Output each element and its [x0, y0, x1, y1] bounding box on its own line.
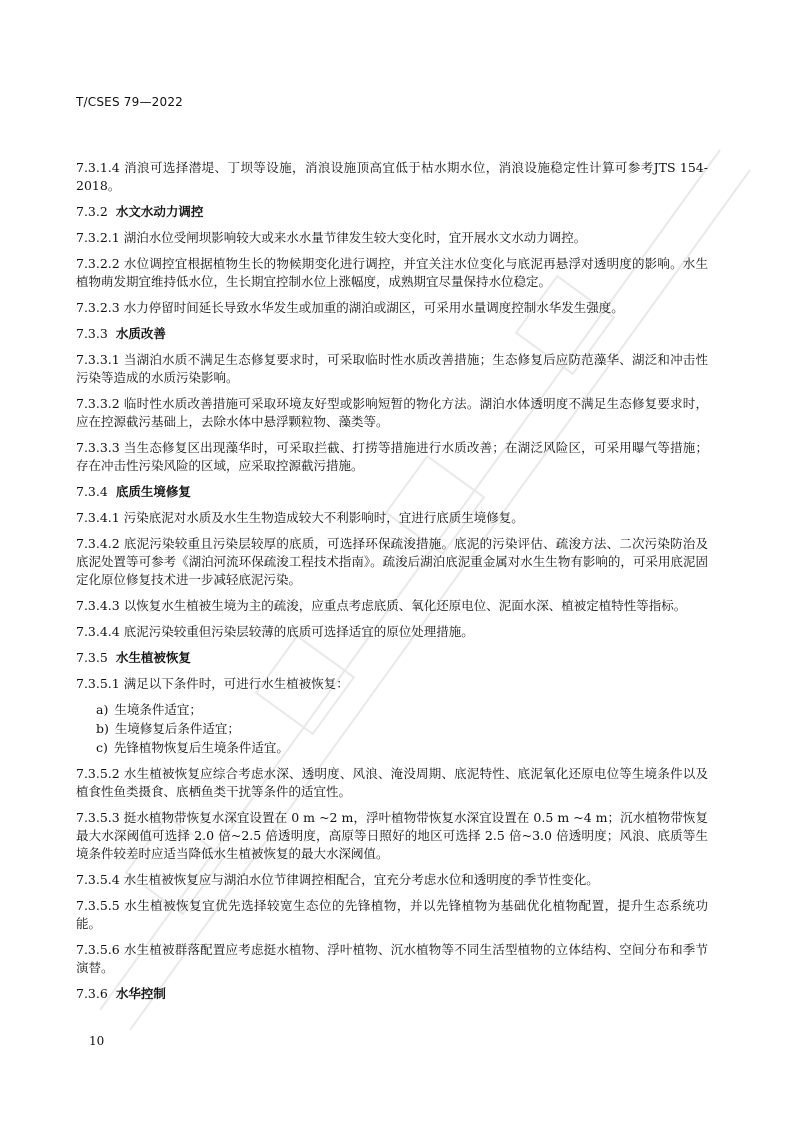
- clause-number: 7.3.2.2: [76, 256, 120, 271]
- clause-text: 污染底泥对水质及水生生物造成较大不利影响时，宜进行底质生境修复。: [123, 510, 524, 525]
- list-marker: a): [96, 702, 109, 717]
- clause-paragraph: [76, 351, 708, 387]
- clause-text: 挺水植物带恢复水深宜设置在 0 m ~2 m，浮叶植物带恢复水深宜设置在 0.5 m ~4 m；沉水植物带恢复最大水深阈值可选择 2.0 倍~2.5 倍透明度，高原等日照好的地区可选择 2.5 倍~3.0 倍透明度；风浪、底质等生境条件较差时应适当降低水生植被恢复的最大水深阈值。: [76, 810, 708, 861]
- clause-number: 7.3.3.2: [76, 396, 120, 411]
- clause-paragraph: [76, 765, 708, 801]
- section-number: 7.3.4: [76, 484, 108, 499]
- list-marker: b): [96, 721, 109, 736]
- clause-number: 7.3.4.3: [76, 598, 120, 613]
- clause-paragraph: [76, 229, 708, 247]
- page-number: 10: [89, 1034, 105, 1048]
- clause-paragraph: [76, 439, 708, 475]
- section-number: 7.3.6: [76, 986, 108, 1001]
- clause-number: 7.3.3.3: [76, 440, 120, 455]
- clause-text: 湖泊水位受闸坝影响较大或来水水量节律发生较大变化时，宜开展水文水动力调控。: [123, 230, 587, 245]
- clause-paragraph: [76, 255, 708, 291]
- clause-paragraph: [76, 941, 708, 977]
- clause-text: 临时性水质改善措施可采取环境友好型或影响短暂的物化方法。湖泊水体透明度不满足生态修复要求时，应在控源截污基础上，去除水体中悬浮颗粒物、藻类等。: [76, 396, 708, 429]
- clause-text: 底泥污染较重且污染层较厚的底质，可选择环保疏浚措施。底泥的污染评估、疏浚方法、二次污染防治及底泥处置等可参考《湖泊河流环保疏浚工程技术指南》。疏浚后湖泊底泥重金属对水生生物有影响的，可采用底泥固定化原位修复技术进一步减轻底泥污染。: [76, 536, 708, 587]
- clause-number: 7.3.2.1: [76, 230, 120, 245]
- clause-paragraph: [76, 535, 708, 589]
- section-heading: [76, 649, 708, 667]
- list-item: [96, 739, 708, 757]
- section-title: 水生植被恢复: [115, 650, 191, 665]
- clause-number: 7.3.5.6: [76, 942, 120, 957]
- clause-text: 消浪可选择潜堤、丁坝等设施，消浪设施顶高宜低于枯水期水位，消浪设施稳定性计算可参考JTS 154-2018。: [76, 160, 708, 193]
- clause-text: 水生植被恢复应与湖泊水位节律调控相配合，宜充分考虑水位和透明度的季节性变化。: [123, 872, 599, 887]
- clause-number: 7.3.4.2: [76, 536, 120, 551]
- section-title: 水华控制: [115, 986, 166, 1001]
- section-number: 7.3.2: [76, 204, 108, 219]
- clause-paragraph: [76, 897, 708, 933]
- clause-paragraph: [76, 809, 708, 863]
- clause-number: 7.3.5.3: [76, 810, 120, 825]
- document-id: T/CSES 79—2022: [76, 95, 183, 109]
- clause-text: 水生植被恢复应综合考虑水深、透明度、风浪、淹没周期、底泥特性、底泥氧化还原电位等生境条件以及植食性鱼类摄食、底栖鱼类干扰等条件的适宜性。: [76, 766, 708, 799]
- list-item: [96, 701, 708, 719]
- list-item-text: 生境条件适宜；: [114, 702, 202, 717]
- clause-number: 7.3.1.4: [76, 160, 120, 175]
- clause-paragraph: [76, 675, 708, 693]
- clause-paragraph: [76, 597, 708, 615]
- section-heading: [76, 203, 708, 221]
- clause-number: 7.3.5.5: [76, 898, 120, 913]
- clause-text: 水生植被恢复宜优先选择较宽生态位的先锋植物，并以先锋植物为基础优化植物配置，提升生态系统功能。: [76, 898, 708, 931]
- clause-number: 7.3.4.1: [76, 510, 120, 525]
- clause-text: 满足以下条件时，可进行水生植被恢复：: [123, 676, 349, 691]
- clause-number: 7.3.5.1: [76, 676, 120, 691]
- clause-text: 当生态修复区出现藻华时，可采取拦截、打捞等措施进行水质改善；在湖泛风险区，可采用曝气等措施；存在冲击性污染风险的区域，应采取控源截污措施。: [76, 440, 708, 473]
- section-title: 底质生境修复: [115, 484, 191, 499]
- clause-text: 以恢复水生植被生境为主的疏浚，应重点考虑底质、氧化还原电位、泥面水深、植被定植特性等指标。: [123, 598, 687, 613]
- clause-paragraph: [76, 871, 708, 889]
- document-body: [76, 159, 708, 1011]
- section-number: 7.3.3: [76, 326, 108, 341]
- section-title: 水文水动力调控: [115, 204, 204, 219]
- section-heading: [76, 325, 708, 343]
- clause-text: 底泥污染较重但污染层较薄的底质可选择适宜的原位处理措施。: [123, 624, 474, 639]
- clause-text: 水位调控宜根据植物生长的物候期变化进行调控，并宜关注水位变化与底泥再悬浮对透明度的影响。水生植物萌发期宜维持低水位，生长期宜控制水位上涨幅度，成熟期宜尽量保持水位稳定。: [76, 256, 708, 289]
- clause-number: 7.3.5.2: [76, 766, 120, 781]
- clause-paragraph: [76, 299, 708, 317]
- clause-text: 水生植被群落配置应考虑挺水植物、浮叶植物、沉水植物等不同生活型植物的立体结构、空间分布和季节演替。: [76, 942, 708, 975]
- clause-paragraph: [76, 395, 708, 431]
- list-item: [96, 720, 708, 738]
- clause-text: 水力停留时间延长导致水华发生或加重的湖泊或湖区，可采用水量调度控制水华发生强度。: [123, 300, 624, 315]
- clause-number: 7.3.2.3: [76, 300, 120, 315]
- list-item-text: 先锋植物恢复后生境条件适宜。: [113, 740, 289, 755]
- clause-number: 7.3.3.1: [76, 352, 120, 367]
- section-heading: [76, 985, 708, 1003]
- clause-number: 7.3.5.4: [76, 872, 120, 887]
- list-item-text: 生境修复后条件适宜；: [114, 721, 240, 736]
- section-number: 7.3.5: [76, 650, 108, 665]
- clause-paragraph: [76, 509, 708, 527]
- section-heading: [76, 483, 708, 501]
- clause-paragraph: [76, 159, 708, 195]
- section-title: 水质改善: [115, 326, 166, 341]
- clause-text: 当湖泊水质不满足生态修复要求时，可采取临时性水质改善措施；生态修复后应防范藻华、湖泛和冲击性污染等造成的水质污染影响。: [76, 352, 708, 385]
- clause-paragraph: [76, 623, 708, 641]
- clause-number: 7.3.4.4: [76, 624, 120, 639]
- list-marker: c): [96, 740, 108, 755]
